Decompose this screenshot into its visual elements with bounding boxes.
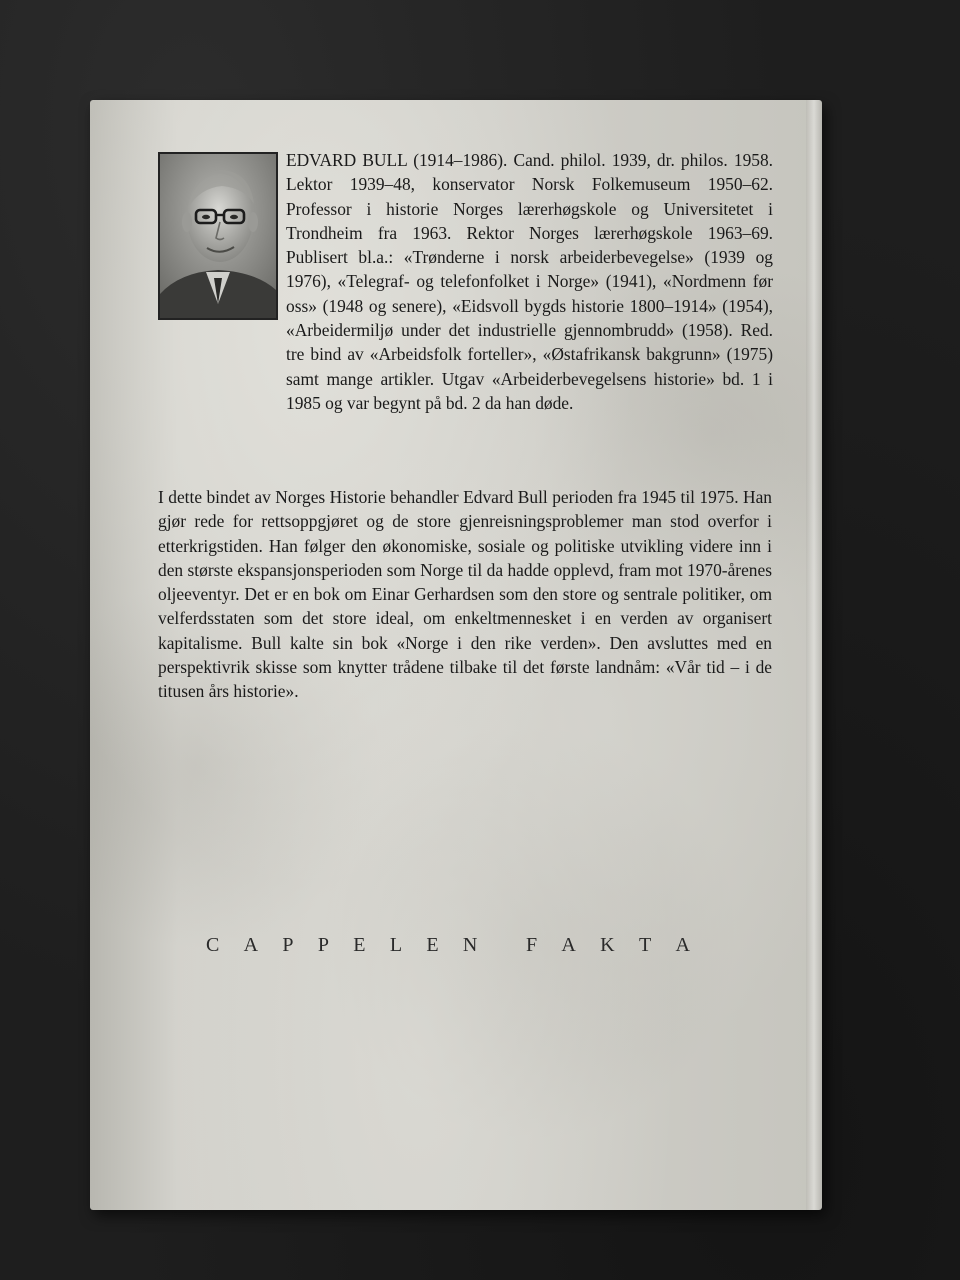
author-name: EDVARD BULL [286,150,408,170]
author-bio [286,148,773,415]
publisher-letter: E [426,934,439,956]
book-back-cover [90,100,822,1210]
publisher-letter: N [462,934,478,956]
author-portrait-image [160,154,276,318]
publisher-letter: P [282,934,294,956]
publisher-letter: T [638,934,652,956]
publisher-letter: E [353,934,366,956]
book-description: I dette bindet av Norges Historie behandler Edvard Bull perioden fra 1945 til 1975. Han gjør rede for rettsoppgjøret og de store gjenreisningsproblemer man stod overfor i etterkrigstiden. Han følger den økonomiske, sosiale og politiske utvikling videre inn i den største ekspansjonsperioden som Norge til da hadde opplevd, fram mot 1970-årenes oljeeventyr. Det er en bok om Einar Gerhardsen som den store og sentrale politiker, om velferdsstaten som det store ideal, om enkeltmennesket i en verden av organisert kapitalisme. Bull kalte sin bok «Norge i den rike verden». Den avsluttes med en perspektivrik skisse som knytter trådene tilbake til det første landnåm: «Vår tid – i de titusen års historie». [158,487,772,702]
publisher-letter: A [561,934,576,956]
publisher-letter: A [675,934,690,956]
publisher-imprint [206,934,690,957]
publisher-letter: C [206,934,220,956]
author-portrait [158,152,278,320]
publisher-letter: K [600,934,615,956]
publisher-letter: F [525,934,538,956]
author-bio-text: (1914–1986). Cand. philol. 1939, dr. philos. 1958. Lektor 1939–48, konservator Norsk Folkemuseum 1950–62. Professor i historie Norges lærerhøgskole og Universitetet i Trondheim fra 1963. Rektor Norges lærerhøgskole 1963–69. Publisert bl.a.: «Trønderne i norsk arbeiderbevegelse» (1939 og 1976), «Telegraf- og telefonfolket i Norge» (1941), «Nordmenn før oss» (1948 og senere), «Eidsvoll bygds historie 1800–1914» (1954), «Arbeidermiljø under det industrielle gjennombrudd» (1958). Red. tre bind av «Arbeidsfolk forteller», «Østafrikansk bakgrunn» (1975) samt mange artikler. Utgav «Arbeiderbevegelsens historie» bd. 1 i 1985 og var begynt på bd. 2 da han døde. [286,150,774,413]
publisher-letter: L [389,934,403,956]
publisher-letter: A [243,934,259,956]
publisher-letter: P [317,934,329,956]
